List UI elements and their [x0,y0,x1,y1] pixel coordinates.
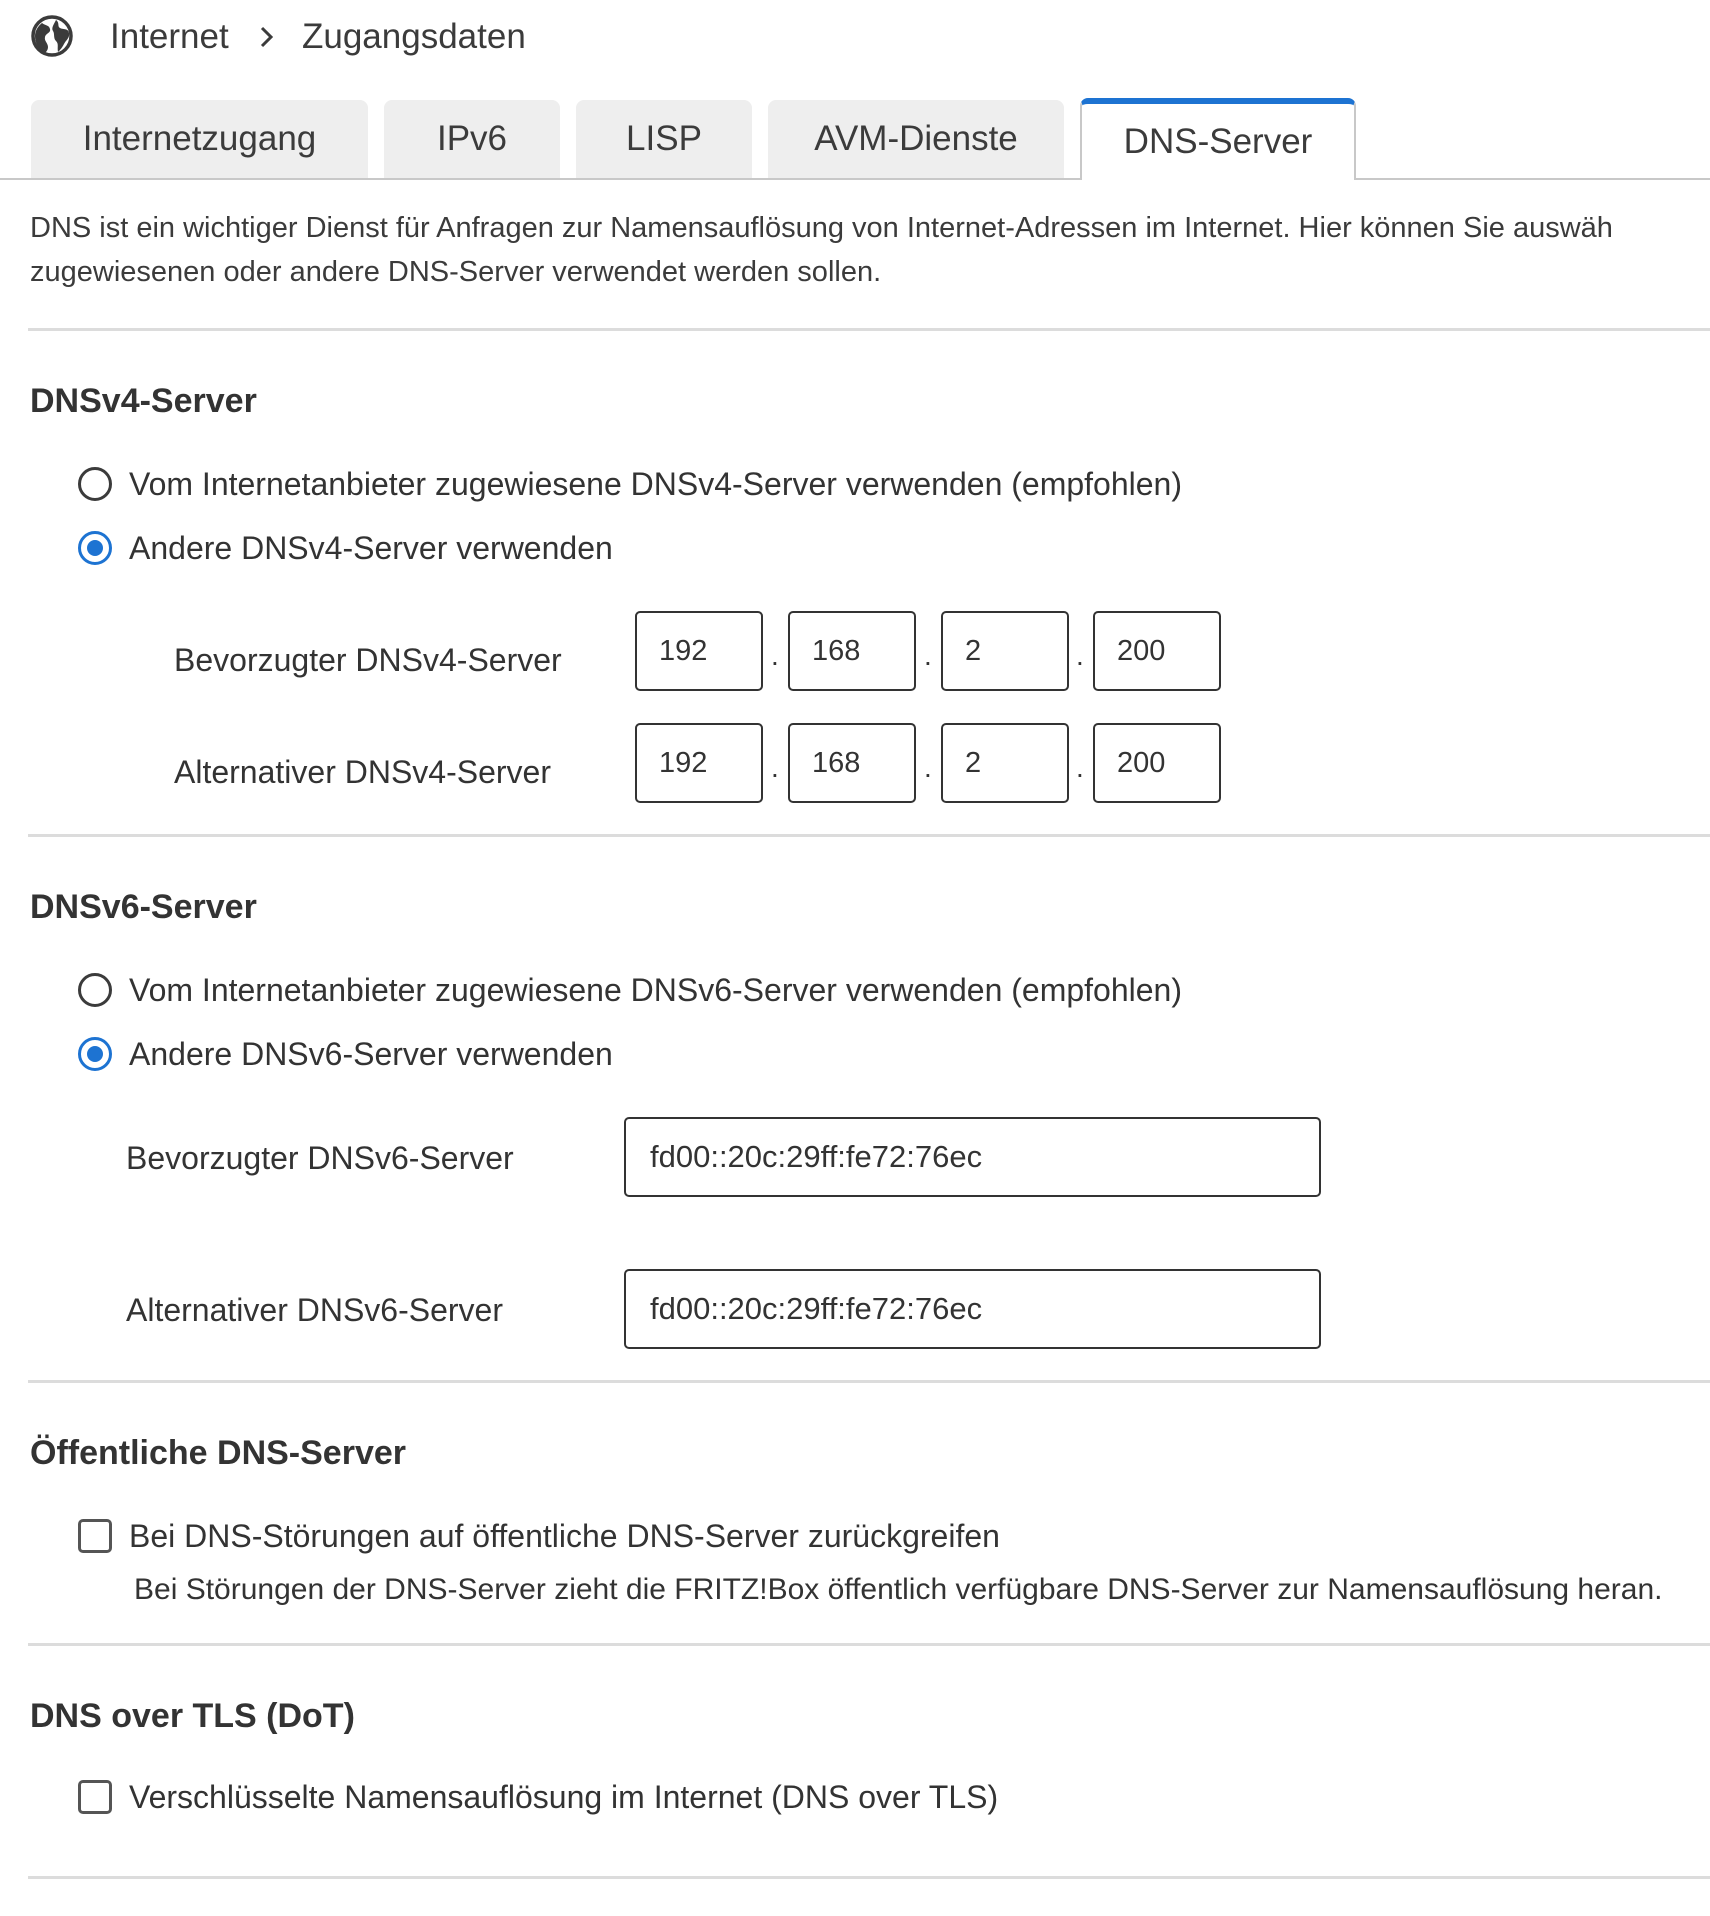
dnsv6-other-label[interactable]: Andere DNSv6-Server verwenden [129,1036,613,1072]
section-divider [28,328,1710,331]
ip-separator: . [771,640,779,671]
dnsv4-other-radio[interactable] [78,531,112,565]
public-dns-fallback-label[interactable]: Bei DNS-Störungen auf öffentliche DNS-Server zurückgreifen [129,1518,1000,1554]
tab-bar-divider [0,178,1710,180]
chevron-right-icon [256,24,278,50]
dnsv4-section-title: DNSv4-Server [30,382,257,420]
dnsv4-alternative-label: Alternativer DNSv4-Server [174,754,551,790]
dnsv4-preferred-label: Bevorzugter DNSv4-Server [174,642,562,678]
ip-separator: . [924,752,932,783]
section-divider [28,1876,1710,1879]
dnsv4-preferred-octet-1[interactable]: 192 [635,611,763,691]
tab-lisp[interactable]: LISP [576,100,752,178]
dot-section-title: DNS over TLS (DoT) [30,1697,355,1735]
description-line-2: zugewiesenen oder andere DNS-Server verwendet werden sollen. [30,256,882,288]
dnsv6-preferred-input[interactable]: fd00::20c:29ff:fe72:76ec [624,1117,1321,1197]
section-divider [28,834,1710,837]
public-dns-fallback-checkbox[interactable] [78,1519,112,1553]
dnsv4-alternative-octet-3[interactable]: 2 [941,723,1069,803]
tab-dns-server[interactable]: DNS-Server [1080,98,1356,180]
dnsv6-provider-label[interactable]: Vom Internetanbieter zugewiesene DNSv6-Server verwenden (empfohlen) [129,972,1182,1008]
dnsv4-alternative-octet-4[interactable]: 200 [1093,723,1221,803]
ip-separator: . [924,640,932,671]
tab-avm-dienste[interactable]: AVM-Dienste [768,100,1064,178]
section-divider [28,1643,1710,1646]
dnsv4-preferred-octet-3[interactable]: 2 [941,611,1069,691]
description-line-1: DNS ist ein wichtiger Dienst für Anfragen zur Namensauflösung von Internet-Adressen im Internet. Hier können Sie auswäh [30,212,1613,244]
dnsv4-alternative-octet-1[interactable]: 192 [635,723,763,803]
globe-icon [30,14,74,58]
dnsv4-alternative-octet-2[interactable]: 168 [788,723,916,803]
dnsv4-provider-label[interactable]: Vom Internetanbieter zugewiesene DNSv4-Server verwenden (empfohlen) [129,466,1182,502]
dot-checkbox[interactable] [78,1780,112,1814]
dnsv4-preferred-octet-4[interactable]: 200 [1093,611,1221,691]
ip-separator: . [1076,752,1084,783]
dnsv6-alternative-input[interactable]: fd00::20c:29ff:fe72:76ec [624,1269,1321,1349]
dnsv6-provider-radio[interactable] [78,973,112,1007]
breadcrumb-current: Zugangsdaten [302,17,526,56]
dnsv6-preferred-label: Bevorzugter DNSv6-Server [126,1140,514,1176]
dnsv6-section-title: DNSv6-Server [30,888,257,926]
dnsv4-provider-radio[interactable] [78,467,112,501]
dnsv6-alternative-label: Alternativer DNSv6-Server [126,1292,503,1328]
tab-internetzugang[interactable]: Internetzugang [31,100,368,178]
ip-separator: . [1076,640,1084,671]
dnsv4-other-label[interactable]: Andere DNSv4-Server verwenden [129,530,613,566]
dnsv6-other-radio[interactable] [78,1037,112,1071]
dot-checkbox-label[interactable]: Verschlüsselte Namensauflösung im Internet (DNS over TLS) [129,1779,999,1815]
public-dns-hint: Bei Störungen der DNS-Server zieht die FRITZ!Box öffentlich verfügbare DNS-Server zur Namensauflösung heran. [134,1573,1663,1606]
ip-separator: . [771,752,779,783]
page-description [30,206,1613,294]
dnsv4-preferred-octet-2[interactable]: 168 [788,611,916,691]
breadcrumb-root[interactable]: Internet [110,17,229,56]
section-divider [28,1380,1710,1383]
tab-ipv6[interactable]: IPv6 [384,100,560,178]
public-dns-section-title: Öffentliche DNS-Server [30,1434,406,1472]
